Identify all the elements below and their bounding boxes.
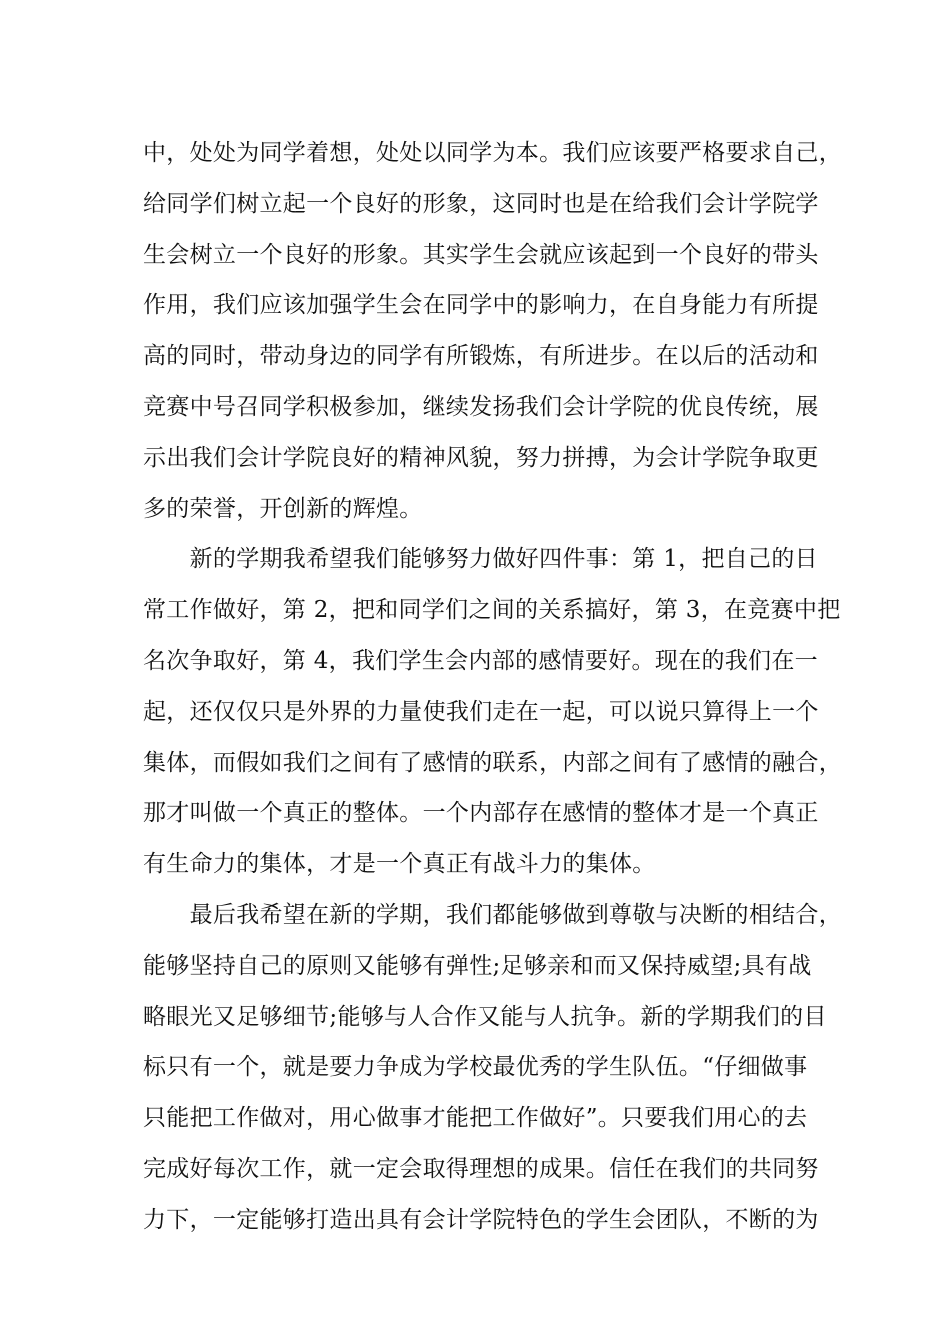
text-line: 中，处处为同学着想，处处以同学为本。我们应该要严格要求自己， (143, 140, 842, 166)
text-line: 作用，我们应该加强学生会在同学中的影响力，在自身能力有所提 (143, 292, 819, 319)
text-line: 完成好每次工作，就一定会取得理想的成果。信任在我们的共同努 (143, 1155, 819, 1182)
text-line: 高的同时，带动身边的同学有所锻炼，有所进步。在以后的活动和 (143, 343, 819, 370)
text-line: 有生命力的集体，才是一个真正有战斗力的集体。 (143, 851, 656, 878)
text-line: 集体，而假如我们之间有了感情的联系，内部之间有了感情的融合， (143, 749, 842, 776)
text-line: 生会树立一个良好的形象。其实学生会就应该起到一个良好的带头 (143, 241, 819, 268)
text-line: 那才叫做一个真正的整体。一个内部存在感情的整体才是一个真正 (143, 800, 819, 827)
text-line: 示出我们会计学院良好的精神风貌，努力拼搏，为会计学院争取更 (143, 444, 819, 471)
text-line: 能够坚持自己的原则又能够有弹性;足够亲和而又保持威望;具有战 (143, 952, 812, 979)
text-line: 多的荣誉，开创新的辉煌。 (143, 495, 423, 522)
text-line: 略眼光又足够细节;能够与人合作又能与人抗争。新的学期我们的目 (143, 1003, 827, 1030)
text-line: 标只有一个，就是要力争成为学校最优秀的学生队伍。“仔细做事 (143, 1054, 808, 1081)
text-line: 力下，一定能够打造出具有会计学院特色的学生会团队，不断的为 (143, 1206, 819, 1233)
text-line: 名次争取好，第 4，我们学生会内部的感情要好。现在的我们在一 (143, 647, 818, 674)
text-line: 新的学期我希望我们能够努力做好四件事：第 1，把自己的日 (143, 546, 818, 573)
text-line: 给同学们树立起一个良好的形象，这同时也是在给我们会计学院学 (143, 190, 819, 217)
text-line: 最后我希望在新的学期，我们都能够做到尊敬与决断的相结合， (143, 901, 842, 928)
text-line: 只能把工作做对，用心做事才能把工作做好”。只要我们用心的去 (143, 1105, 808, 1132)
text-line: 常工作做好，第 2，把和同学们之间的关系搞好，第 3，在竞赛中把 (143, 597, 841, 624)
text-line: 竞赛中号召同学积极参加，继续发扬我们会计学院的优良传统，展 (143, 393, 819, 420)
text-line: 起，还仅仅只是外界的力量使我们走在一起，可以说只算得上一个 (143, 698, 819, 725)
document-body (143, 128, 842, 1246)
